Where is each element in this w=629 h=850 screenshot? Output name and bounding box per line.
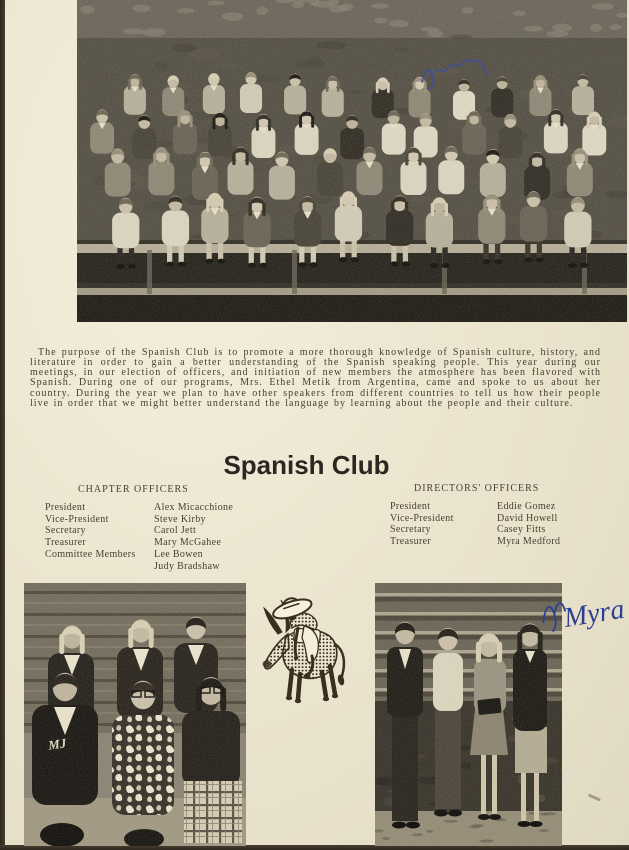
officer-name: David Howell [497,512,558,524]
officer-name: Myra Medford [497,536,561,548]
officer-name: Steve Kirby [154,513,206,525]
officer-role: President [45,501,86,513]
officer-name: Carol Jett [154,525,197,537]
pen-mark [588,793,601,801]
officer-name: Mary McGahee [154,537,222,549]
officer-row [390,513,585,525]
officer-row [45,514,255,526]
spanish-club-group-photo [77,0,627,322]
officer-row [45,561,255,573]
chapter-officers-heading: CHAPTER OFFICERS [78,484,189,495]
officer-role: Secretary [45,525,86,537]
donkey-siesta-illustration [256,582,356,710]
officer-role: Treasurer [45,537,87,549]
officer-role: Secretary [390,524,431,536]
directors-officers-heading: DIRECTORS' OFFICERS [414,483,540,494]
officer-row [390,501,585,513]
handwritten-signature [538,588,629,648]
page-title: Spanish Club [223,450,390,481]
officer-row [45,549,255,561]
officer-name: Lee Bowen [154,548,203,560]
officer-row [45,537,255,549]
officer-role [45,561,154,573]
officer-role: Committee Members [45,548,136,560]
chapter-officers-list [45,484,255,573]
directors-officers-list [390,483,585,548]
officer-role: Vice-President [390,512,454,524]
officer-name: Eddie Gomez [497,500,556,512]
donkey-tail-tuft [337,674,345,686]
club-description: The purpose of the Spanish Club is to promote a more thorough knowledge of Spanish culture, history, and literature in order to gain a better understanding of the Spanish speaking people. This year during our meetings, in our election of officers, and initiation of new members the atmosphere has been flavored with Spanish. During one of our programs, Mrs. Ethel Metik from Argentina, came and spoke to us about her country. During the year we plan to have other speakers from different countries to tell us how their people live in order that we might better understand the language by learning about the people and their culture. [30,347,601,409]
officer-name: Alex Micacchione [154,501,234,513]
donkey-muzzle [263,661,272,668]
officer-name: Casey Fitts [497,524,546,536]
officer-row [390,536,585,548]
officer-row [45,525,255,537]
officer-role: Vice-President [45,513,109,525]
directors-officers-photo [375,583,562,846]
officer-row [45,502,255,514]
officer-role: Treasurer [390,536,432,548]
officer-name: Judy Bradshaw [154,560,220,572]
chapter-officers-photo [24,583,246,846]
officer-role: President [390,500,431,512]
letter-jacket-monogram: MJ [47,735,68,753]
scan-edge-left [0,0,5,850]
officer-row [390,524,585,536]
signature-text: Myra [561,593,627,634]
